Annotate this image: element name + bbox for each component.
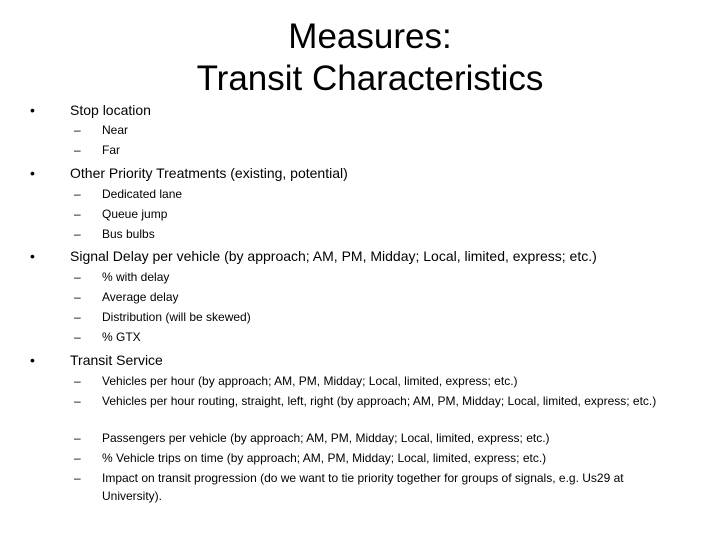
dash-icon: – [74, 290, 81, 304]
sub-bullet-text: % with delay [102, 270, 170, 284]
sub-bullet-text: % GTX [102, 330, 141, 344]
dash-icon: – [74, 330, 81, 344]
sub-bullet-text: Impact on transit progression (do we want to tie priority together for groups of signals, e.g. Us29 at University). [102, 471, 624, 503]
bullet-icon: • [30, 352, 35, 368]
dash-icon: – [74, 270, 81, 284]
dash-icon: – [74, 207, 81, 221]
sub-bullet-item [74, 225, 684, 243]
dash-icon: – [74, 471, 81, 485]
sub-bullet-item [74, 288, 684, 306]
bullet-icon: • [30, 102, 35, 118]
sub-bullet-item [74, 141, 684, 159]
dash-icon: – [74, 394, 81, 408]
sub-bullet-item [74, 429, 684, 447]
sub-bullet-text: % Vehicle trips on time (by approach; AM, PM, Midday; Local, limited, express; etc.) [102, 451, 547, 465]
sub-bullet-text: Bus bulbs [102, 227, 155, 241]
sub-bullet-item [74, 469, 684, 505]
bullet-text: Signal Delay per vehicle (by approach; AM, PM, Midday; Local, limited, express; etc.) [70, 248, 597, 264]
slide-title-line-1: Measures: [288, 17, 452, 56]
sub-bullet-item [74, 268, 684, 286]
bullet-text: Transit Service [70, 352, 163, 368]
dash-icon: – [74, 227, 81, 241]
dash-icon: – [74, 310, 81, 324]
sub-bullet-text: Near [102, 123, 129, 137]
bullet-icon: • [30, 165, 35, 181]
sub-bullet-text: Passengers per vehicle (by approach; AM, PM, Midday; Local, limited, express; etc.) [102, 431, 550, 445]
dash-icon: – [74, 123, 81, 137]
sub-bullet-item [74, 392, 684, 410]
bullet-text: Other Priority Treatments (existing, potential) [70, 165, 348, 181]
sub-bullet-item [74, 185, 684, 203]
sub-bullet-item [74, 372, 684, 390]
sub-bullet-text: Vehicles per hour routing, straight, left, right (by approach; AM, PM, Midday; Local, limited, express; etc.) [102, 394, 657, 408]
sub-bullet-item [74, 308, 684, 326]
sub-bullet-text: Queue jump [102, 207, 168, 221]
sub-bullet-text: Dedicated lane [102, 187, 183, 201]
sub-bullet-item [74, 205, 684, 223]
dash-icon: – [74, 143, 81, 157]
dash-icon: – [74, 431, 81, 445]
sub-bullet-text: Distribution (will be skewed) [102, 310, 251, 324]
dash-icon: – [74, 374, 81, 388]
sub-bullet-item [74, 121, 684, 139]
sub-bullet-text: Vehicles per hour (by approach; AM, PM, Midday; Local, limited, express; etc.) [102, 374, 518, 388]
sub-bullet-item [74, 449, 684, 467]
dash-icon: – [74, 451, 81, 465]
sub-bullet-text: Far [102, 143, 120, 157]
dash-icon: – [74, 187, 81, 201]
sub-bullet-item [74, 328, 684, 346]
sub-bullet-text: Average delay [102, 290, 179, 304]
bullet-text: Stop location [70, 102, 151, 118]
bullet-icon: • [30, 248, 35, 264]
slide-title-line-2: Transit Characteristics [196, 59, 544, 98]
